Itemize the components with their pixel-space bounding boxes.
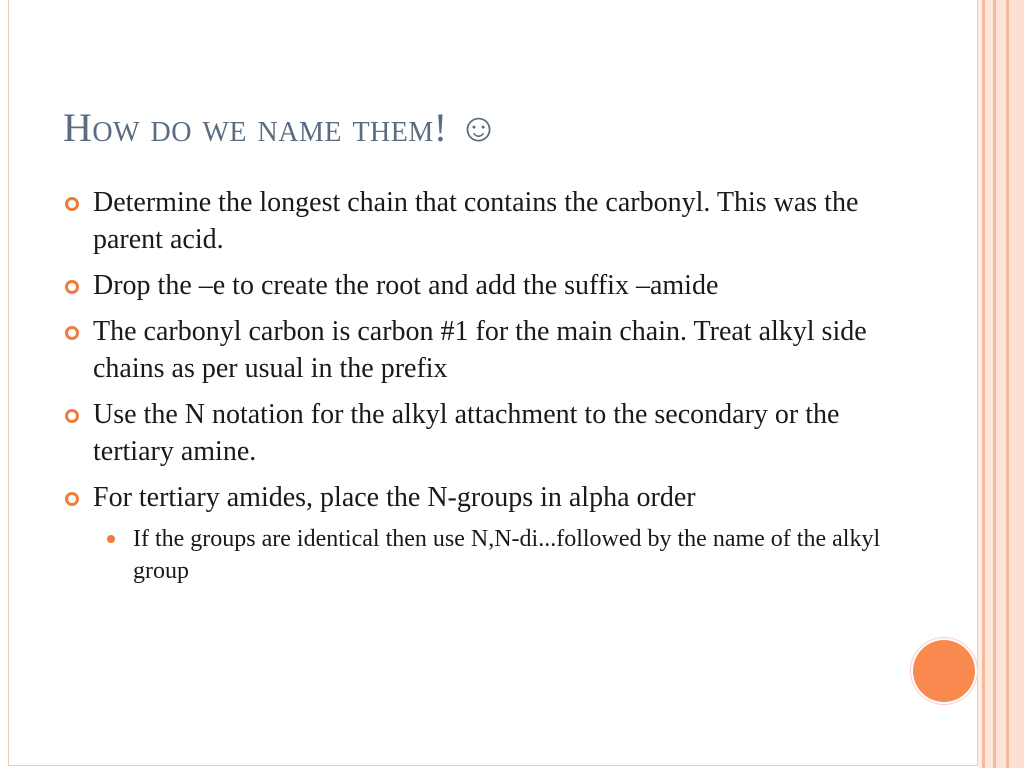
bullet-item [63,396,883,470]
stripe [996,0,1006,768]
bullet-text: Determine the longest chain that contains the carbonyl. This was the parent acid. [93,187,859,255]
bullet-item [63,267,883,304]
ring-bullet-icon [65,197,79,211]
sub-bullet-list [105,523,883,587]
bullet-text: For tertiary amides, place the N-groups in alpha order [93,482,696,513]
slide-title: How do we name them! ☺ [63,105,500,150]
bullet-item [63,479,883,587]
bullet-text: Drop the –e to create the root and add the suffix –amide [93,270,719,301]
ring-bullet-icon [65,326,79,340]
ring-bullet-icon [65,280,79,294]
ring-bullet-icon [65,409,79,423]
sub-bullet-text: If the groups are identical then use N,N-di...followed by the name of the alkyl group [133,526,881,584]
bullet-text: Use the N notation for the alkyl attachment to the secondary or the tertiary amine. [93,399,840,467]
bullet-text: The carbonyl carbon is carbon #1 for the main chain. Treat alkyl side chains as per usual in the prefix [93,316,867,384]
stripe [1009,0,1024,768]
ring-bullet-icon [65,492,79,506]
dot-bullet-icon [107,535,115,543]
sub-bullet-item [105,523,883,587]
bullet-item [63,184,883,258]
decorative-circle [913,640,975,702]
bullet-list [63,184,883,596]
bullet-item [63,313,883,387]
stripe [985,0,993,768]
decorative-stripe-band [978,0,1024,768]
